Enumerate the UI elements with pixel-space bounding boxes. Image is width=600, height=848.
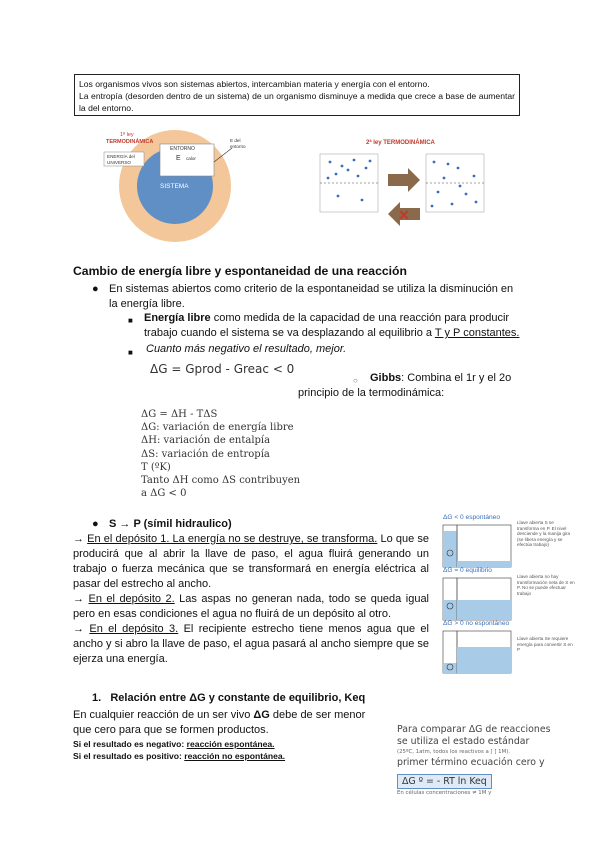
deposit-2-paragraph: → En el depósito 2. Las aspas no generan nada, todo se queda igual pero en esas condiciones el agua no fluirá de un depósito al otro. [73, 593, 430, 620]
section-3-line-2: que cero para que se formen productos. [73, 724, 269, 736]
deposit-2-rest: Las aspas no generan nada, todo se queda igual pero en esas condiciones el agua no fluirá de un depósito al otro. [73, 593, 430, 620]
sub-1-line-2: trabajo cuando el sistema se va desplazando al equilibrio a [144, 327, 435, 339]
tanks-figure [441, 514, 576, 676]
intro-line-1: Los organismos vivos son sistemas abiertos, intercambian materia y energía con el entorno. [79, 79, 430, 89]
sub-bullet-1 [144, 311, 534, 341]
simil-title: S → P (símil hidraulico) [109, 518, 232, 530]
intro-line-2: La entropía (desorden dentro de un sistema) de un organismo disminuye a medida que crece a base de aumentar la del entorno. [79, 91, 515, 113]
sub-bullet-square-2: ■ [128, 348, 133, 357]
tank-3-title: ΔG > 0 no espontáneo [443, 620, 510, 627]
bullet-dot: ● [92, 283, 99, 295]
tank-3-note: Llave abierta Se requiere energía para convertir S en P [517, 636, 573, 653]
second-law-title: 2ª ley TERMODINÁMICA [366, 140, 435, 146]
def-line: ΔS: variación de entropía [141, 448, 270, 460]
energia-label-1: ENERGÍA del [107, 154, 135, 159]
definitions-block [141, 408, 300, 500]
deposit-1-underline: En el depósito 1. La energía no se destruye, se transforma. [87, 533, 378, 545]
forward-arrow [388, 168, 420, 192]
section-3-title: Relación entre ΔG y constante de equilibrio, Keq [110, 692, 366, 704]
tank-1-diagram [441, 523, 513, 569]
e-label: E [176, 155, 181, 162]
tank-3-diagram [441, 629, 513, 675]
deposit-2-underline: En el depósito 2. [88, 593, 175, 605]
positive-result: Si el resultado es positivo: reacción no espontánea. [73, 751, 286, 761]
deposit-1-paragraph: → En el depósito 1. La energía no se destruye, se transforma. Lo que se producirá que al abrir la llave de paso, el agua fluirá generando un trabajo o fuerza mecánica que se transformará en energía eléctrica al pasar del estrecho al ancho. [73, 533, 430, 590]
entorno-label: ENTORNO [170, 146, 195, 152]
std-line-2: se utiliza el estado estándar [397, 736, 530, 747]
std-line-1: Para comparar ΔG de reacciones [397, 724, 551, 735]
def-line: T (ºK) [141, 461, 171, 473]
right-label-2: entorno [230, 144, 246, 149]
gibbs-rest: : Combina el 1r y el 2o [401, 372, 512, 384]
bullet-1 [109, 282, 529, 312]
deposit-3-underline: En el depósito 3. [89, 623, 179, 635]
section-3-heading [92, 692, 365, 704]
def-line: Tanto ΔH como ΔS contribuyen [141, 475, 301, 487]
first-law-title-1: 1ª ley [120, 132, 134, 138]
section-heading: Cambio de energía libre y espontaneidad de una reacción [73, 264, 407, 278]
right-label-1: E del [230, 138, 241, 143]
deposit-1-rest: Lo que se producirá que al abrir la llave de paso, el agua fluirá generando un trabajo o fuerza mecánica que se transformará en energía eléctrica al pasar del estrecho al ancho. [73, 533, 430, 590]
negative-result-underline: reacción espontánea. [186, 739, 275, 749]
delta-g-bold: ΔG [253, 709, 270, 721]
sub-1-line-2-underline: T y P constantes. [434, 327, 520, 339]
bullet-1-line-2: la energía libre. [109, 298, 185, 310]
sub-bullet-2: Cuanto más negativo el resultado, mejor. [146, 343, 347, 355]
sub-1-rest: como medida de la capacidad de una reacción para producir [210, 312, 510, 324]
deposit-3-paragraph: → En el depósito 3. El recipiente estrecho tiene menos agua que el ancho y si abro la llave de paso, el agua pasará al ancho siempre que se ejerza una energía. [73, 623, 429, 665]
std-line-3: (25ºC, 1atm, todos los reactivos a [ ] 1M). [397, 749, 511, 755]
negative-result: Si el resultado es negativo: reacción espontánea. [73, 739, 275, 749]
first-law-diagram [100, 128, 290, 246]
std-line-4: primer término ecuación cero y [397, 757, 545, 768]
std-formula: ΔG º = - RT ln Keq [397, 774, 492, 789]
intro-box [74, 74, 520, 116]
energia-libre-bold: Energía libre [144, 312, 211, 324]
tank-2-title: ΔG = 0 equilibrio [443, 567, 492, 574]
formula-main: ΔG = Gprod - Greac < 0 [150, 362, 295, 376]
positive-result-underline: reacción no espontánea. [184, 751, 286, 761]
gibbs-line-1 [370, 371, 511, 386]
energia-label-2: UNIVERSO [107, 160, 131, 165]
sistema-label: SISTEMA [160, 183, 189, 190]
tank-1-title: ΔG < 0 espontáneo [443, 514, 501, 521]
std-line-6: En células concentraciones ≠ 1M y [397, 790, 492, 796]
tank-2-note: Llave abierta no hay transformación neta de S en P. No se puede efectuar trabajo [517, 574, 575, 596]
deposit-3-rest: El recipiente estrecho tiene menos agua que el ancho y si abro la llave de paso, el agua pasará al ancho siempre que se ejerza una energía. [73, 623, 429, 665]
second-law-diagram [308, 134, 508, 230]
sub-bullet-square: ■ [128, 316, 133, 325]
bullet-1-line-1: En sistemas abiertos como criterio de la espontaneidad se utiliza la disminución en [109, 283, 514, 295]
result-lines [73, 738, 285, 762]
gibbs-bold: Gibbs [370, 372, 402, 384]
tank-1-note: Llave abierta S se transforma en P. El nivel desciende y la manija gira (se libera energía y se efectúa trabajo) [517, 520, 571, 548]
gibbs-circle-bullet: ○ [353, 376, 358, 385]
def-line: ΔG: variación de energía libre [141, 422, 294, 434]
cross-mark: ✕ [398, 207, 410, 223]
section-3-number: 1. [92, 692, 102, 704]
def-line: a ΔG < 0 [141, 488, 187, 500]
deposit-paragraphs [73, 532, 429, 667]
gibbs-line-2: principio de la termodinámica: [298, 387, 445, 399]
def-line: ΔG = ΔH - TΔS [141, 409, 218, 420]
tank-2-diagram [441, 576, 513, 622]
def-line: ΔH: variación de entalpía [141, 435, 271, 447]
standard-state-box [397, 724, 577, 798]
calor-label: calor [186, 156, 196, 161]
section-3-paragraph: En cualquier reacción de un ser vivo ΔG debe de ser menor que cero para que se formen productos. [73, 708, 373, 738]
bullet-dot-2: ● [92, 518, 99, 530]
first-law-title-2: TERMODINÁMICA [106, 139, 154, 145]
